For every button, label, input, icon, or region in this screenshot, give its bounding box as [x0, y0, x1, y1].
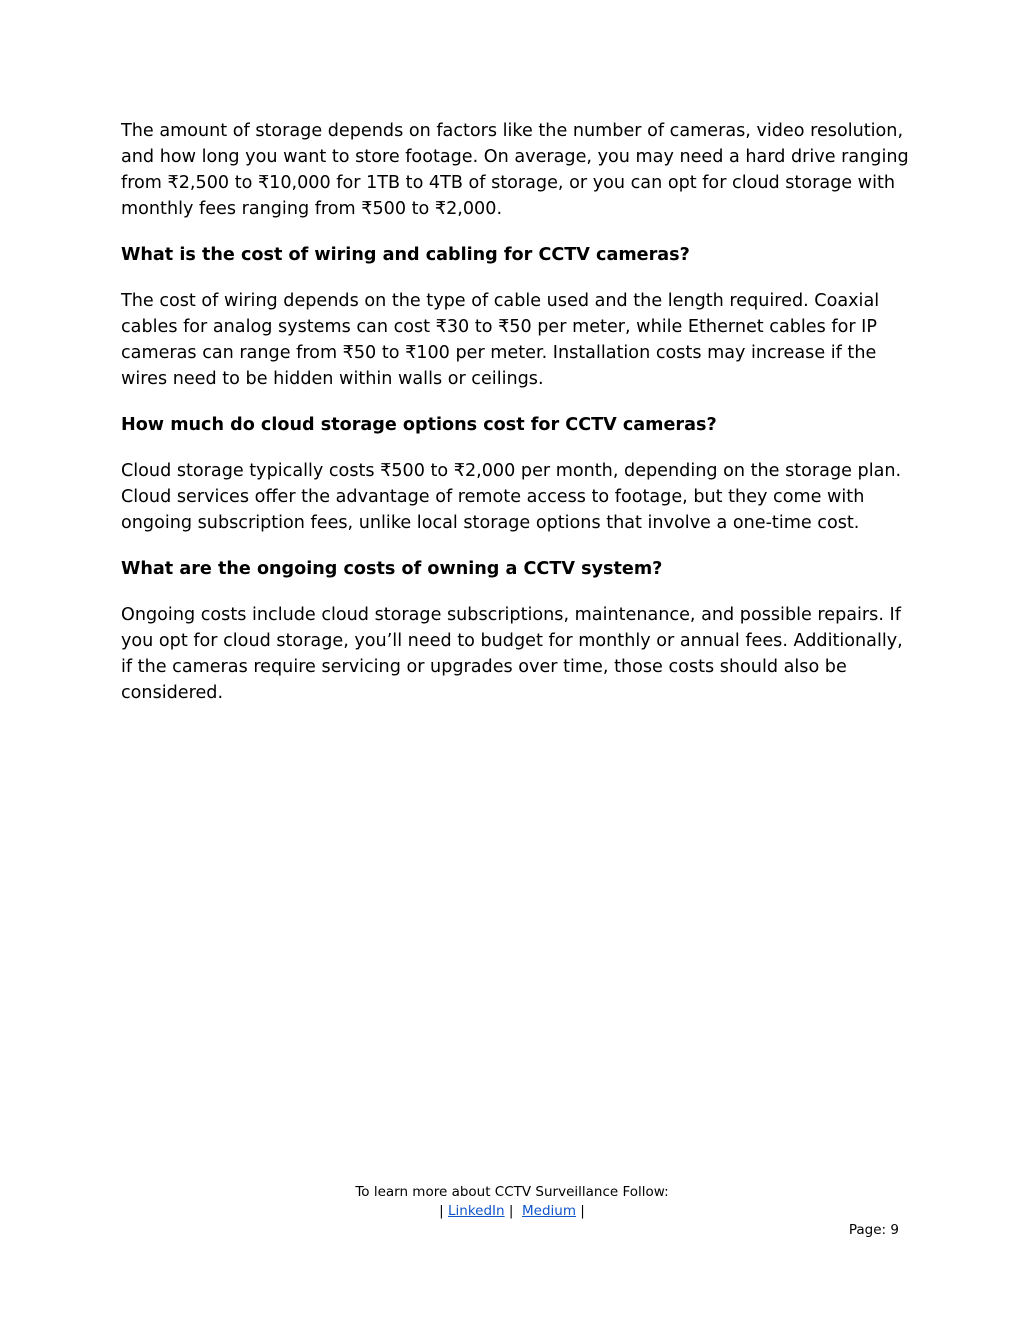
footer-separator: | [439, 1203, 448, 1219]
heading-wiring-cost: What is the cost of wiring and cabling for CCTV cameras? [121, 245, 690, 265]
heading-ongoing-costs: What are the ongoing costs of owning a CCTV system? [121, 559, 663, 579]
footer-follow-text: To learn more about CCTV Surveillance Follow: [355, 1184, 669, 1200]
footer-separator: | [504, 1203, 523, 1219]
footer-links [0, 1202, 1024, 1221]
paragraph-ongoing-costs: Ongoing costs include cloud storage subscriptions, maintenance, and possible repairs. If you opt for cloud storage, you’ll need to budget for monthly or annual fees. Additionally, if the cameras require servicing or upgrades over time, those costs should also be considered. [121, 605, 903, 703]
page-number: Page: 9 [848, 1222, 899, 1238]
footer-separator: | [576, 1203, 585, 1219]
document-body [121, 118, 911, 726]
page-footer [0, 1183, 1024, 1221]
paragraph-storage: The amount of storage depends on factors like the number of cameras, video resolution, and how long you want to store footage. On average, you may need a hard drive ranging from ₹2,500 to ₹10,000 for 1TB to 4TB of storage, or you can opt for cloud storage with monthly fees ranging from ₹500 to ₹2,000. [121, 121, 909, 219]
medium-link[interactable]: Medium [522, 1203, 576, 1219]
heading-cloud-storage-cost: How much do cloud storage options cost for CCTV cameras? [121, 415, 717, 435]
linkedin-link[interactable]: LinkedIn [448, 1203, 505, 1219]
paragraph-wiring: The cost of wiring depends on the type of cable used and the length required. Coaxial cables for analog systems can cost ₹30 to ₹50 per meter, while Ethernet cables for IP cameras can range from ₹50 to ₹100 per meter. Installation costs may increase if the wires need to be hidden within walls or ceilings. [121, 291, 880, 389]
paragraph-cloud-storage: Cloud storage typically costs ₹500 to ₹2,000 per month, depending on the storage plan. Cloud services offer the advantage of remote access to footage, but they come with ongoing subscription fees, unlike local storage options that involve a one-time cost. [121, 461, 902, 533]
